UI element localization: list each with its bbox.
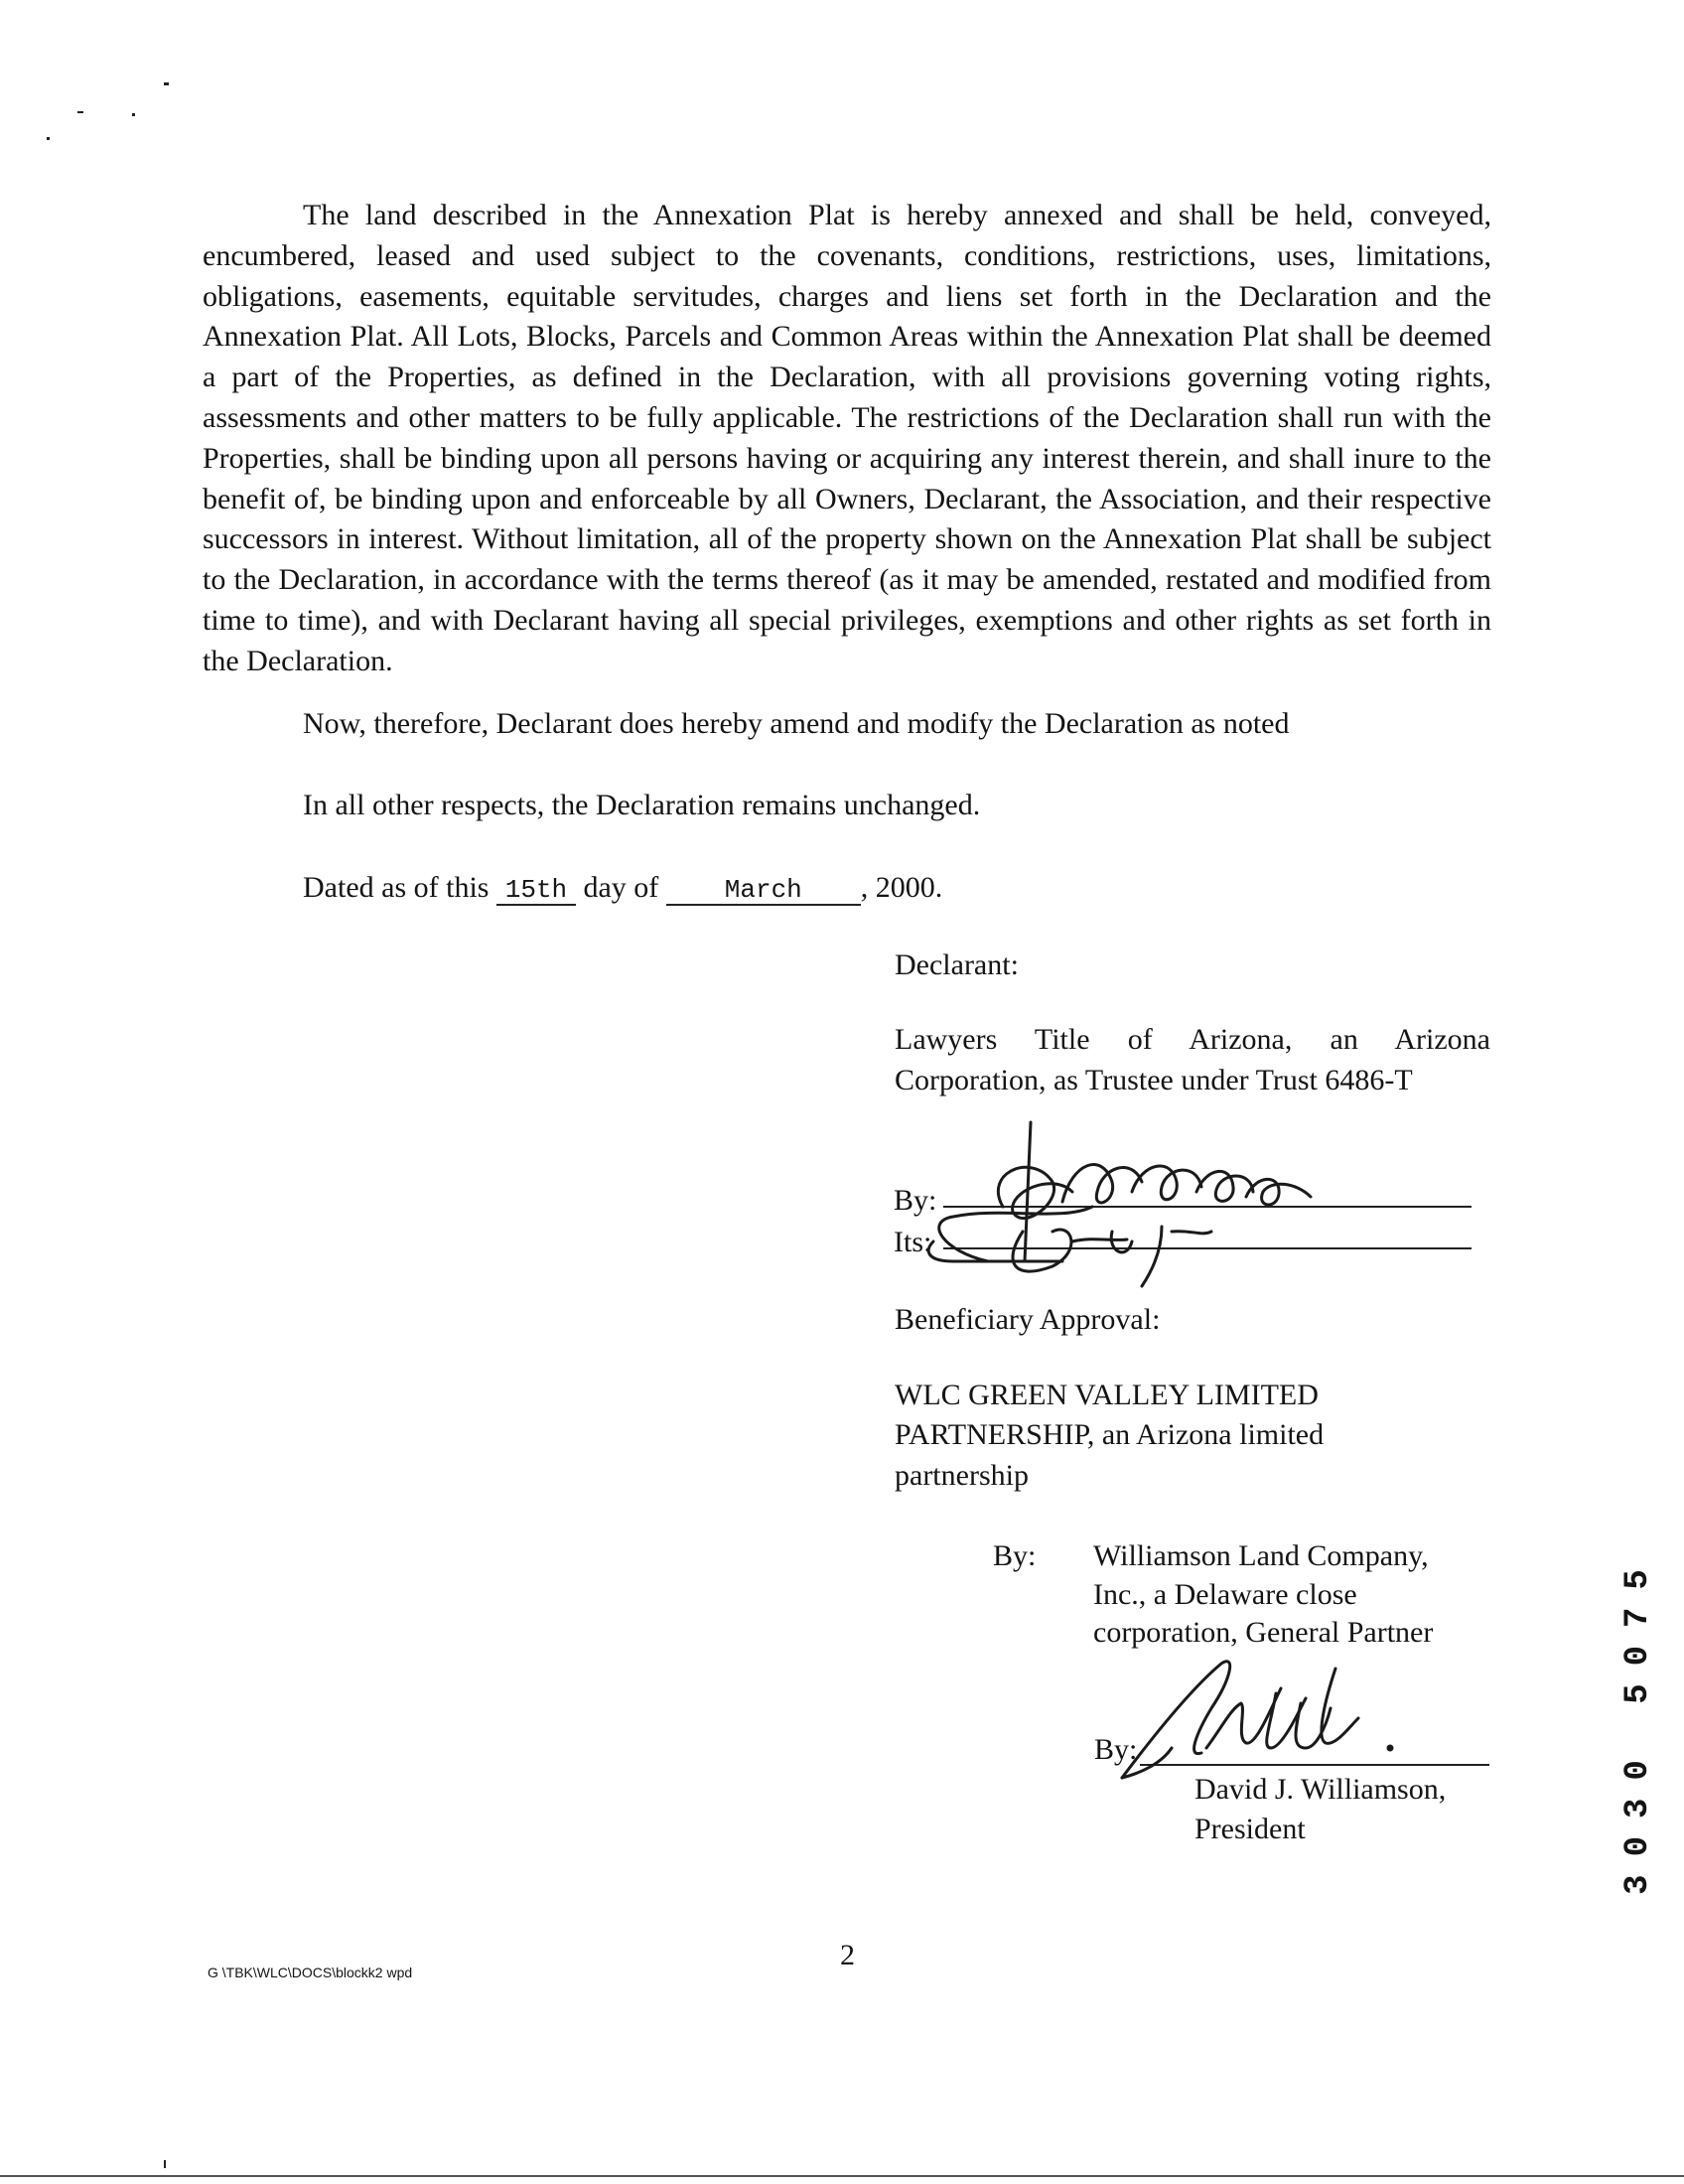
- dated-prefix: Dated as of this: [303, 871, 490, 904]
- recording-stamp-number: 3030 5075: [1619, 1551, 1657, 1895]
- scan-speck: [164, 82, 169, 85]
- dated-line: [303, 871, 942, 906]
- declarant-by-label: By:: [894, 1184, 937, 1217]
- scan-speck: [77, 111, 83, 113]
- declarant-signature: [913, 1112, 1370, 1291]
- company-line2: Inc., a Delaware close: [1093, 1578, 1357, 1611]
- beneficiary-line1: WLC GREEN VALLEY LIMITED: [895, 1379, 1319, 1411]
- beneficiary-heading: Beneficiary Approval:: [895, 1303, 1161, 1336]
- declarant-entity-line2: Corporation, as Trustee under Trust 6486-T: [895, 1064, 1413, 1096]
- scan-speck: [164, 2160, 166, 2168]
- declarant-heading: Declarant:: [895, 948, 1019, 981]
- beneficiary-line3: partnership: [895, 1459, 1029, 1492]
- recording-stamp: [1618, 1544, 1658, 1902]
- scan-speck: [47, 137, 50, 140]
- dated-day-field: 15th: [496, 876, 576, 906]
- signer-name: David J. Williamson,: [1194, 1773, 1447, 1806]
- beneficiary-line2: PARTNERSHIP, an Arizona limited: [895, 1418, 1325, 1451]
- declarant-entity-line1: [895, 1023, 1490, 1057]
- declarant-its-label: Its:: [894, 1226, 932, 1258]
- company-line3: corporation, General Partner: [1093, 1616, 1434, 1649]
- dated-middle: day of: [583, 871, 659, 904]
- company-line1: Williamson Land Company,: [1093, 1539, 1429, 1572]
- scan-edge-line: [0, 2175, 1684, 2177]
- file-path-footer: G \TBK\WLC\DOCS\blockk2 wpd: [208, 1965, 413, 1980]
- now-therefore-line: Now, therefore, Declarant does hereby amend and modify the Declaration as noted: [303, 707, 1290, 740]
- beneficiary-by2-label: By:: [1094, 1733, 1138, 1766]
- dated-month-field: March: [666, 876, 861, 906]
- annexation-paragraph: The land described in the Annexation Plat is hereby annexed and shall be held, conveyed, encumbered, leased and used subject to the covenants, conditions, restrictions, uses, limitations, obligations, easements, equitable servitudes, charges and liens set forth in the Declaration and the Annexation Plat. All Lots, Blocks, Parcels and Common Areas within the Annexation Plat shall be deemed a part of the Properties, as defined in the Declaration, with all provisions governing voting rights, assessments and other matters to be fully applicable. The restrictions of the Declaration shall run with the Properties, shall be binding upon all persons having or acquiring any interest therein, and shall inure to the benefit of, be binding upon and enforceable by all Owners, Declarant, the Association, and their respective successors in interest. Without limitation, all of the property shown on the Annexation Plat shall be subject to the Declaration, in accordance with the terms thereof (as it may be amended, restated and modified from time to time), and with Declarant having all special privileges, exemptions and other rights as set forth in the Declaration.: [203, 199, 1491, 677]
- page-number: 2: [840, 1939, 855, 1971]
- signer-title: President: [1194, 1813, 1306, 1845]
- beneficiary-by-label: By:: [993, 1539, 1037, 1572]
- dated-suffix: , 2000.: [860, 871, 943, 904]
- other-respects-line: In all other respects, the Declaration remains unchanged.: [303, 789, 981, 821]
- declarant-entity-text1: Lawyers Title of Arizona, an Arizona: [895, 1023, 1490, 1056]
- scan-speck: [132, 113, 135, 116]
